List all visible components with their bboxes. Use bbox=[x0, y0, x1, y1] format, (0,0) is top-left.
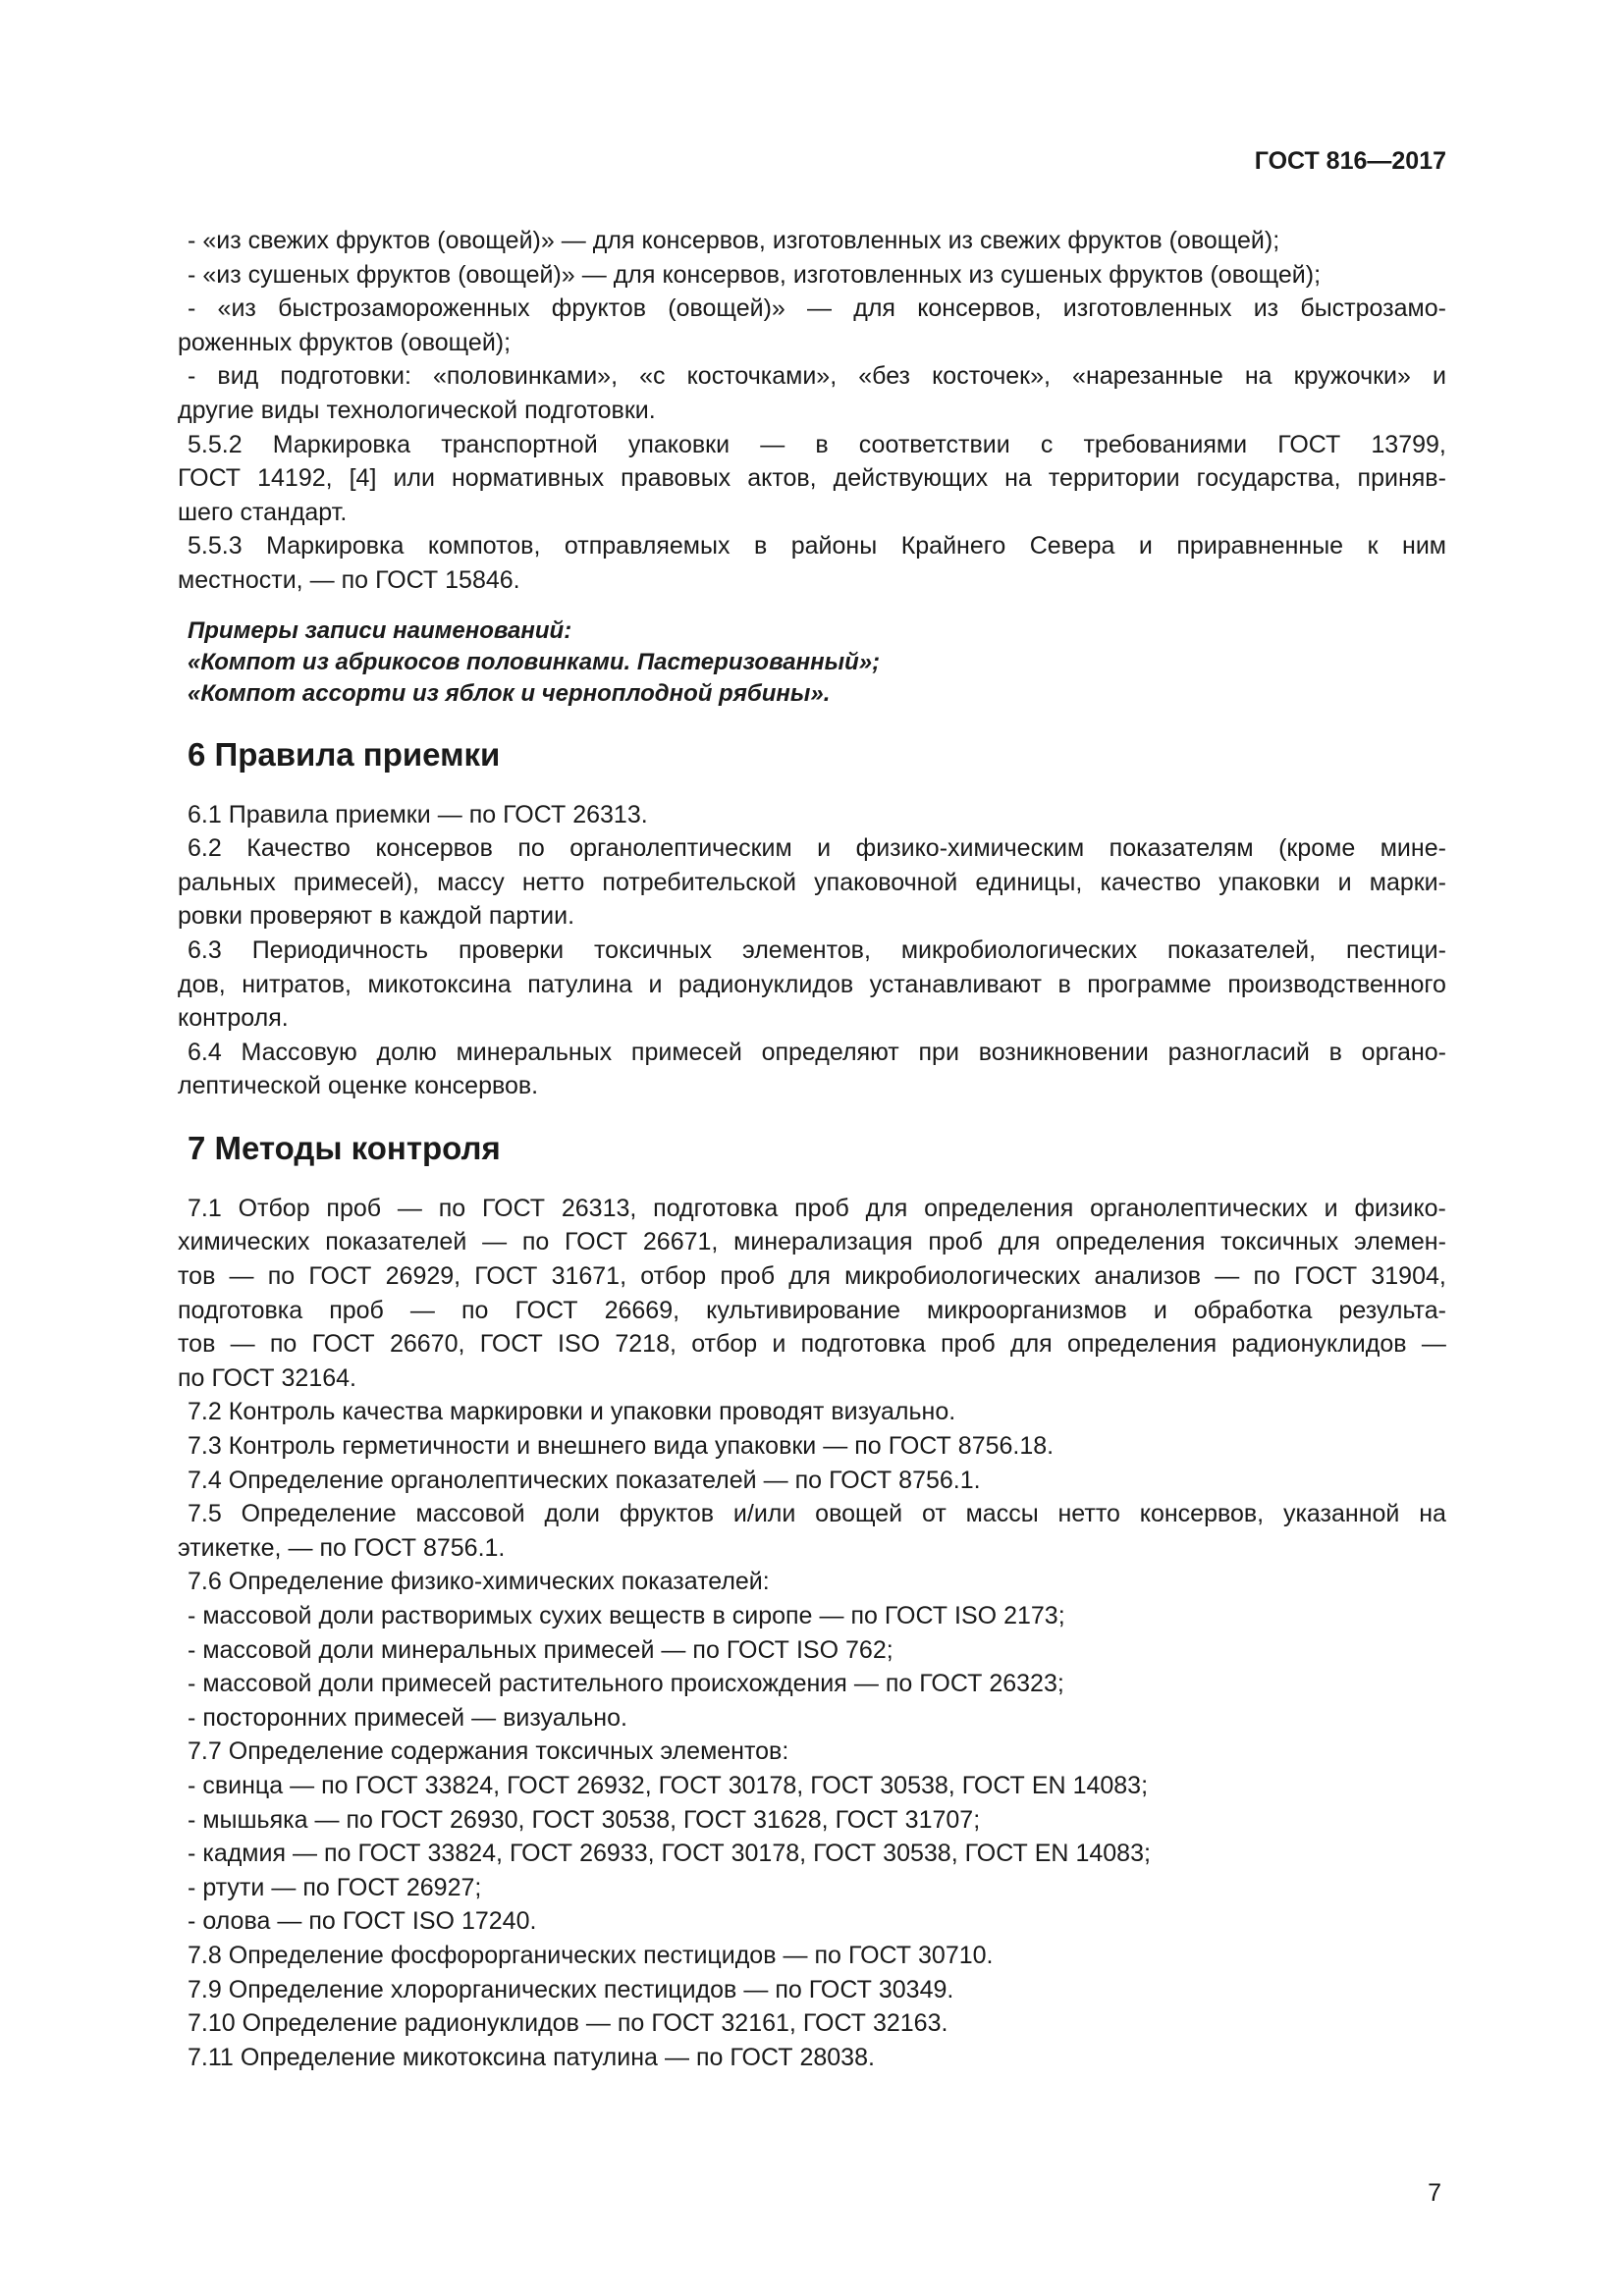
text-line: 7.5 Определение массовой доли фруктов и/или овощей от массы нетто консервов, указанной на bbox=[188, 1500, 1446, 1528]
text-line: 6.1 Правила приемки — по ГОСТ 26313. bbox=[188, 800, 648, 828]
vertical-gap bbox=[178, 1103, 1446, 1129]
text-line: - массовой доли минеральных примесей — по ГОСТ ISO 762; bbox=[188, 1635, 893, 1664]
text-line: 6.2 Качество консервов по органолептическим и физико-химическим показателям (кроме мине- bbox=[188, 834, 1446, 863]
text-line: местности, — по ГОСТ 15846. bbox=[178, 565, 520, 594]
example-line: «Компот ассорти из яблок и черноплодной рябины». bbox=[188, 679, 831, 707]
text-line: - свинца — по ГОСТ 33824, ГОСТ 26932, ГОСТ 30178, ГОСТ 30538, ГОСТ EN 14083; bbox=[188, 1771, 1149, 1799]
text-line: ральных примесей), массу нетто потребительской упаковочной единицы, качество упаковки и марки- bbox=[178, 868, 1446, 896]
vertical-gap bbox=[178, 774, 1446, 798]
text-line: 5.5.2 Маркировка транспортной упаковки — в соответствии с требованиями ГОСТ 13799, bbox=[188, 430, 1446, 458]
text-line: этикетке, — по ГОСТ 8756.1. bbox=[178, 1533, 506, 1562]
text-line: - кадмия — по ГОСТ 33824, ГОСТ 26933, ГОСТ 30178, ГОСТ 30538, ГОСТ EN 14083; bbox=[188, 1840, 1151, 1868]
text-line: - «из свежих фруктов (овощей)» — для консервов, изготовленных из свежих фруктов (овощей); bbox=[188, 227, 1280, 254]
text-line: 7.8 Определение фосфорорганических пестицидов — по ГОСТ 30710. bbox=[188, 1941, 994, 1969]
text-line: 7.2 Контроль качества маркировки и упаковки проводят визуально. bbox=[188, 1398, 956, 1426]
text-line: 6.3 Периодичность проверки токсичных элементов, микробиологических показателей, пестици- bbox=[188, 935, 1446, 964]
text-line: 6.4 Массовую долю минеральных примесей определяют при возникновении разногласий в органо- bbox=[188, 1038, 1446, 1066]
text-line: шего стандарт. bbox=[178, 498, 348, 526]
text-line: - мышьяка — по ГОСТ 26930, ГОСТ 30538, ГОСТ 31628, ГОСТ 31707; bbox=[188, 1805, 981, 1834]
example-line: «Компот из абрикосов половинками. Пастеризованный»; bbox=[188, 648, 881, 675]
text-line: 7.4 Определение органолептических показателей — по ГОСТ 8756.1. bbox=[188, 1466, 981, 1494]
section-heading: 6 Правила приемки bbox=[188, 735, 501, 773]
text-line: 7.11 Определение микотоксина патулина — по ГОСТ 28038. bbox=[188, 2043, 875, 2071]
text-line: тов — по ГОСТ 26670, ГОСТ ISO 7218, отбор и подготовка проб для определения радионуклидов — bbox=[178, 1330, 1446, 1359]
text-line: ровки проверяют в каждой партии. bbox=[178, 902, 575, 931]
document-code-header: ГОСТ 816—2017 bbox=[1254, 147, 1446, 175]
text-line: контроля. bbox=[178, 1004, 289, 1033]
text-line: - посторонних примесей — визуально. bbox=[188, 1703, 627, 1732]
text-line: 7.10 Определение радионуклидов — по ГОСТ 32161, ГОСТ 32163. bbox=[188, 2009, 948, 2038]
text-line: - олова — по ГОСТ ISO 17240. bbox=[188, 1907, 537, 1936]
vertical-gap bbox=[178, 710, 1446, 735]
page-number: 7 bbox=[1428, 2179, 1441, 2207]
text-line: 7.1 Отбор проб — по ГОСТ 26313, подготовка проб для определения органолептических и физико- bbox=[188, 1194, 1446, 1222]
text-line: - «из быстрозамороженных фруктов (овощей)» — для консервов, изготовленных из быстрозамо- bbox=[188, 294, 1446, 323]
text-line: 7.7 Определение содержания токсичных элементов: bbox=[188, 1737, 789, 1766]
document-body bbox=[178, 224, 1446, 2074]
vertical-gap bbox=[178, 1168, 1446, 1192]
example-line: Примеры записи наименований: bbox=[188, 616, 572, 644]
section-heading: 7 Методы контроля bbox=[188, 1129, 501, 1166]
text-line: - «из сушеных фруктов (овощей)» — для консервов, изготовленных из сушеных фруктов (овощей); bbox=[188, 260, 1322, 289]
text-line: 7.3 Контроль герметичности и внешнего вида упаковки — по ГОСТ 8756.18. bbox=[188, 1432, 1055, 1461]
text-line: 7.9 Определение хлорорганических пестицидов — по ГОСТ 30349. bbox=[188, 1975, 954, 2003]
text-line: другие виды технологической подготовки. bbox=[178, 396, 656, 424]
text-line: лептической оценке консервов. bbox=[178, 1072, 539, 1100]
text-line: тов — по ГОСТ 26929, ГОСТ 31671, отбор проб для микробиологических анализов — по ГОСТ 31904, bbox=[178, 1262, 1446, 1291]
text-line: 5.5.3 Маркировка компотов, отправляемых в районы Крайнего Севера и приравненные к ним bbox=[188, 532, 1446, 561]
text-line: роженных фруктов (овощей); bbox=[178, 328, 512, 356]
text-line: подготовка проб — по ГОСТ 26669, культивирование микроорганизмов и обработка результа- bbox=[178, 1296, 1446, 1324]
text-line: ГОСТ 14192, [4] или нормативных правовых актов, действующих на территории государства, приняв- bbox=[178, 464, 1446, 493]
text-line: - ртути — по ГОСТ 26927; bbox=[188, 1873, 482, 1901]
text-line: дов, нитратов, микотоксина патулина и радионуклидов устанавливают в программе производственного bbox=[178, 970, 1446, 998]
vertical-gap bbox=[178, 598, 1446, 615]
text-line: по ГОСТ 32164. bbox=[178, 1363, 356, 1392]
text-line: 7.6 Определение физико-химических показателей: bbox=[188, 1568, 770, 1596]
text-line: - массовой доли примесей растительного происхождения — по ГОСТ 26323; bbox=[188, 1670, 1064, 1698]
text-line: - массовой доли растворимых сухих веществ в сиропе — по ГОСТ ISO 2173; bbox=[188, 1602, 1065, 1629]
text-line: - вид подготовки: «половинками», «с косточками», «без косточек», «нарезанные на кружочки» и bbox=[188, 362, 1446, 391]
text-line: химических показателей — по ГОСТ 26671, минерализация проб для определения токсичных элемен- bbox=[178, 1228, 1446, 1256]
